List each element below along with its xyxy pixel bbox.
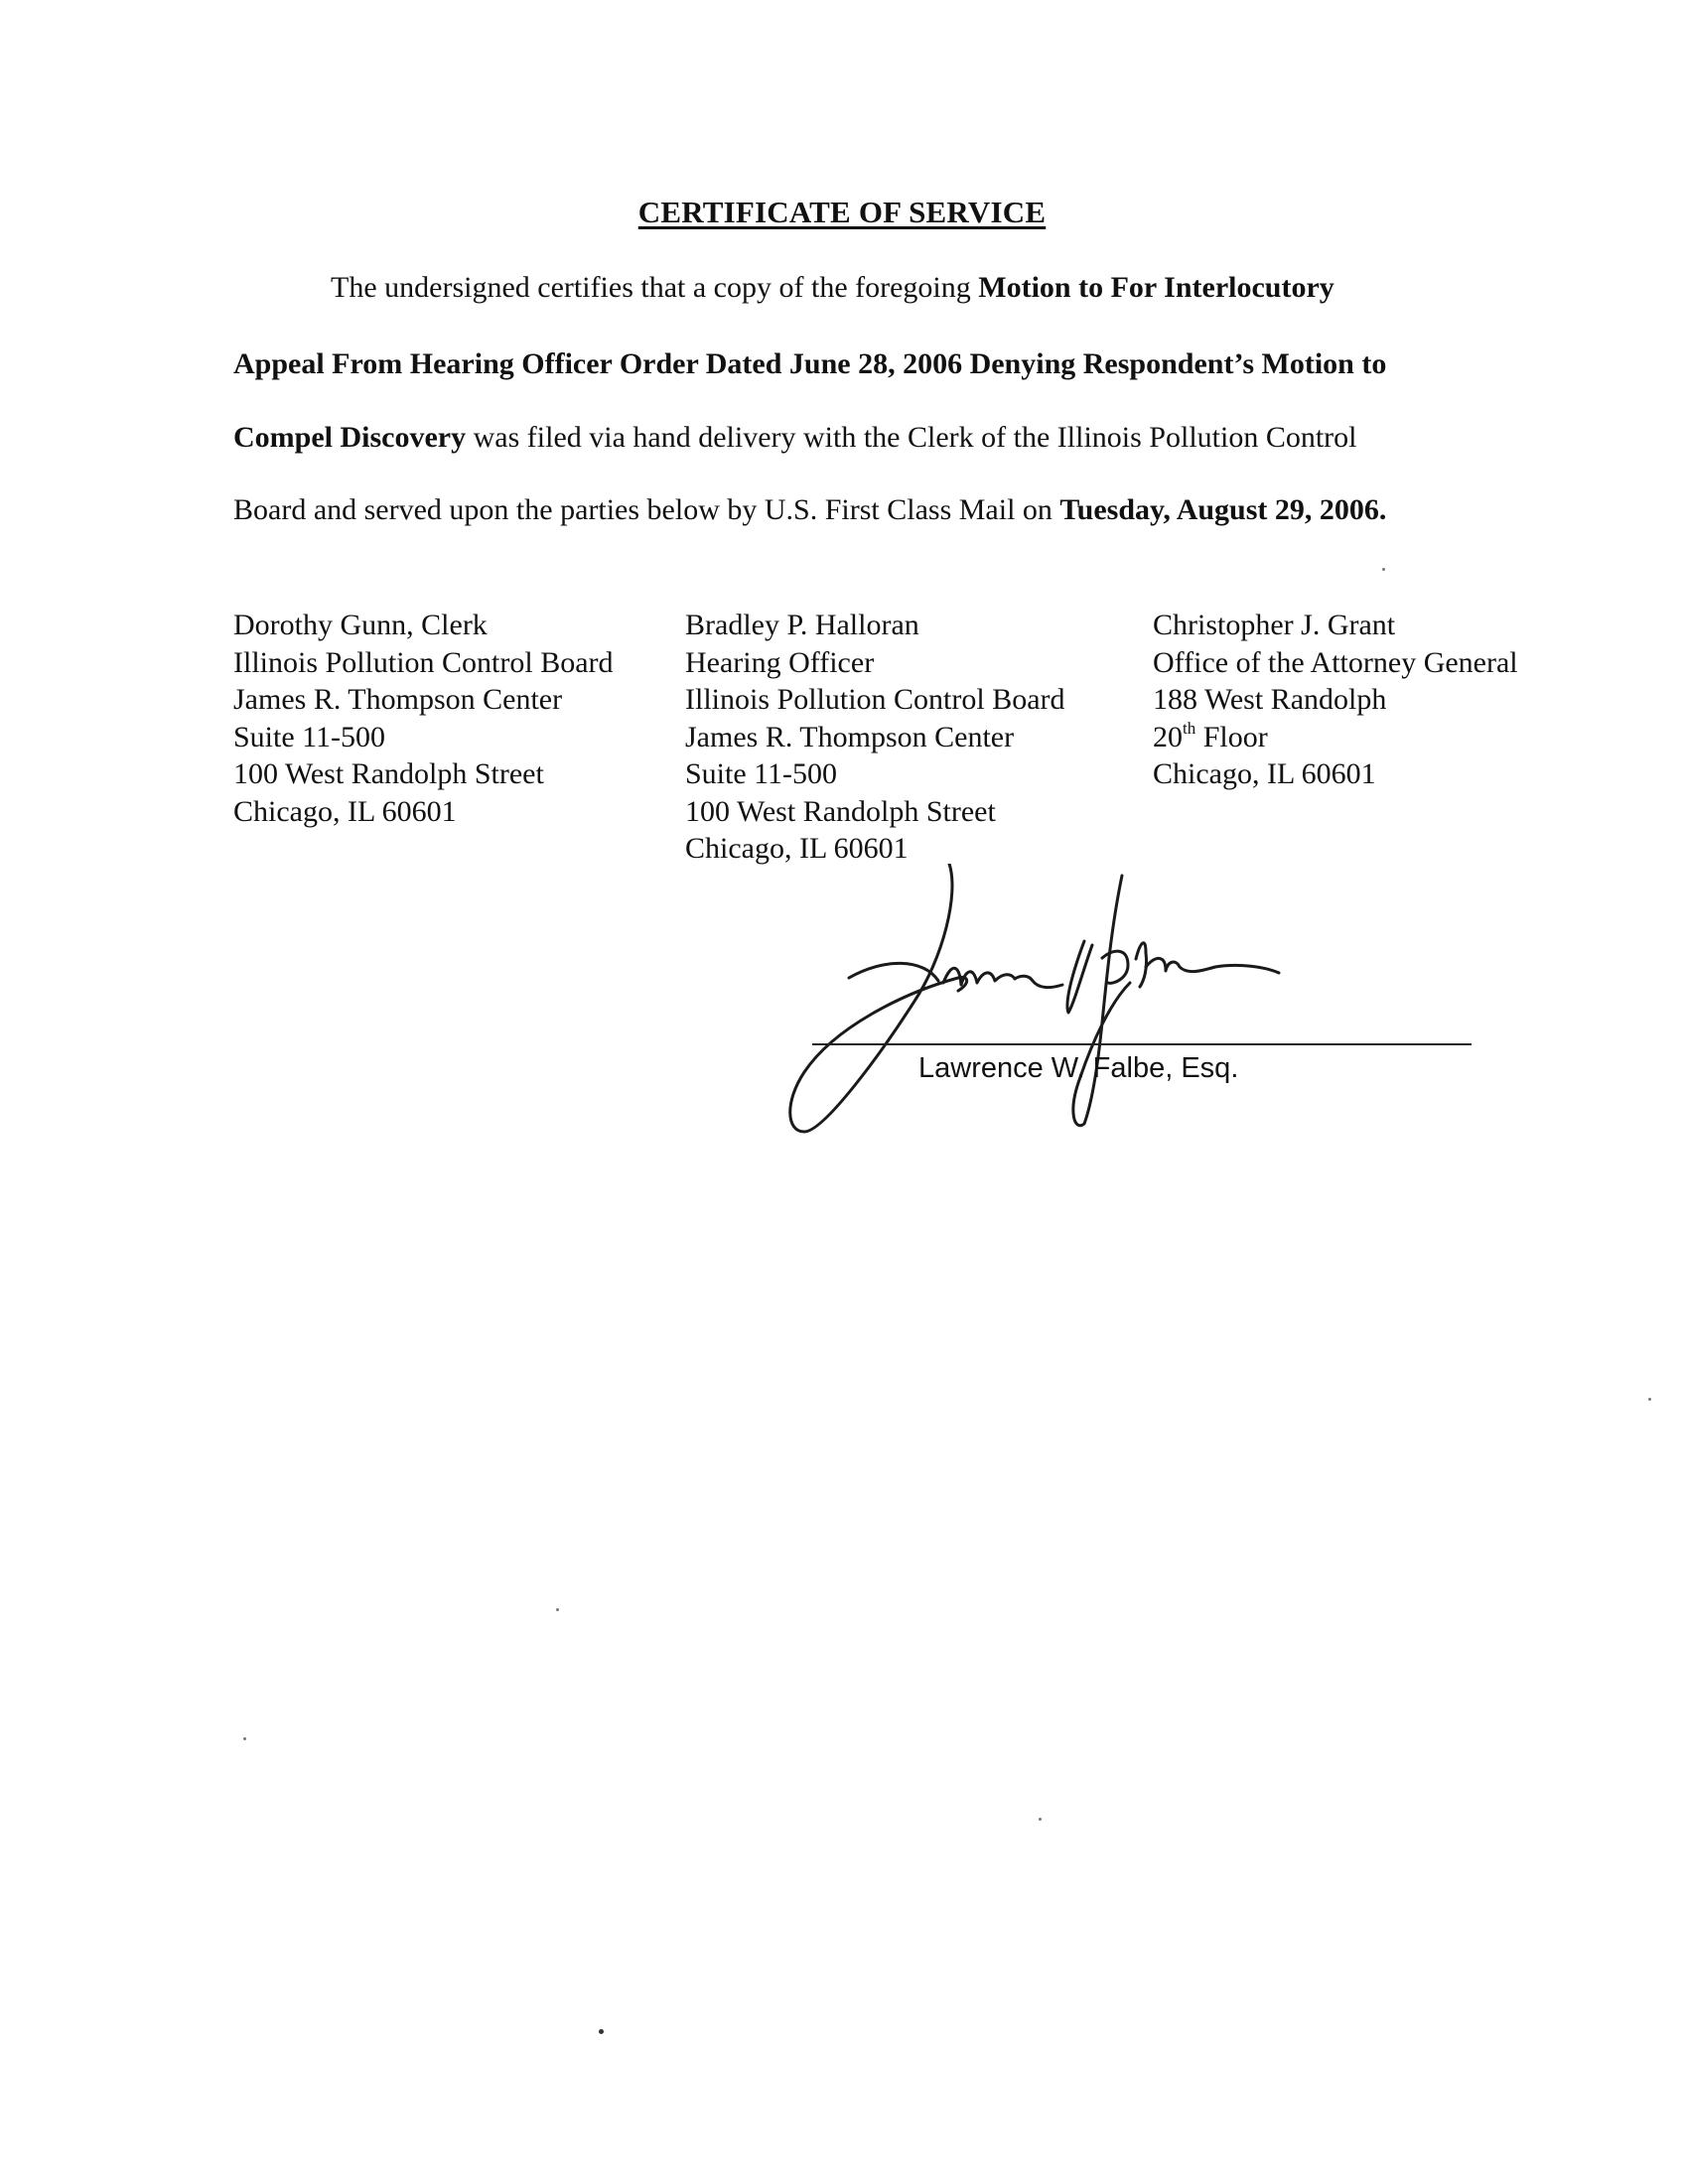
address-line: 100 West Randolph Street	[685, 794, 996, 828]
service-date: Tuesday, August 29, 2006.	[1059, 493, 1387, 526]
ordinal-suffix: th	[1183, 718, 1196, 738]
address-line: Office of the Attorney General	[1153, 645, 1518, 679]
certification-text: Board and served upon the parties below by U.S. First Class Mail on	[233, 493, 1060, 526]
motion-title-part: Compel Discovery	[233, 421, 467, 454]
floor-number: 20	[1153, 720, 1183, 753]
certification-line-2	[233, 349, 1386, 379]
certification-line-4	[233, 495, 1386, 525]
certification-text: was filed via hand delivery with the Clerk of the Illinois Pollution Control	[466, 421, 1357, 454]
scan-speck	[243, 1737, 246, 1740]
certificate-title: CERTIFICATE OF SERVICE	[637, 195, 1047, 229]
address-line: 188 West Randolph	[1153, 683, 1387, 716]
address-line: Chicago, IL 60601	[685, 832, 909, 865]
address-line	[1153, 719, 1518, 756]
address-line: Illinois Pollution Control Board	[233, 645, 614, 679]
address-line: Chicago, IL 60601	[1153, 757, 1376, 790]
address-line: Dorothy Gunn, Clerk	[233, 609, 488, 641]
floor-label: Floor	[1195, 720, 1268, 753]
scan-speck	[1648, 1398, 1651, 1401]
address-line: Hearing Officer	[685, 645, 875, 679]
address-line: Suite 11-500	[233, 720, 386, 753]
certification-line-3	[233, 423, 1357, 453]
address-line: Illinois Pollution Control Board	[685, 683, 1065, 716]
scan-speck	[1382, 568, 1385, 571]
address-line: Bradley P. Halloran	[685, 609, 919, 641]
party-address-hearing-officer	[685, 607, 1065, 868]
signature-line	[812, 1043, 1472, 1045]
address-line: Suite 11-500	[685, 757, 838, 790]
address-line: James R. Thompson Center	[685, 720, 1015, 753]
address-line: 100 West Randolph Street	[233, 757, 544, 790]
signer-name: Lawrence W. Falbe, Esq.	[918, 1052, 1239, 1084]
party-address-attorney-general	[1153, 607, 1518, 793]
address-line: Chicago, IL 60601	[233, 794, 457, 828]
scan-speck	[1039, 1818, 1042, 1821]
handwritten-signature	[765, 864, 1281, 1152]
address-line: James R. Thompson Center	[233, 683, 563, 716]
party-address-clerk	[233, 607, 614, 830]
scan-speck	[599, 2029, 604, 2034]
scan-speck	[556, 1608, 559, 1611]
certification-line-1	[331, 273, 1334, 303]
motion-title-part: Appeal From Hearing Officer Order Dated June 28, 2006 Denying Respondent’s Motion to	[233, 347, 1387, 380]
certification-text: The undersigned certifies that a copy of the foregoing	[331, 271, 979, 304]
motion-title-part: Motion to For Interlocutory	[978, 271, 1334, 304]
address-line: Christopher J. Grant	[1153, 609, 1396, 641]
